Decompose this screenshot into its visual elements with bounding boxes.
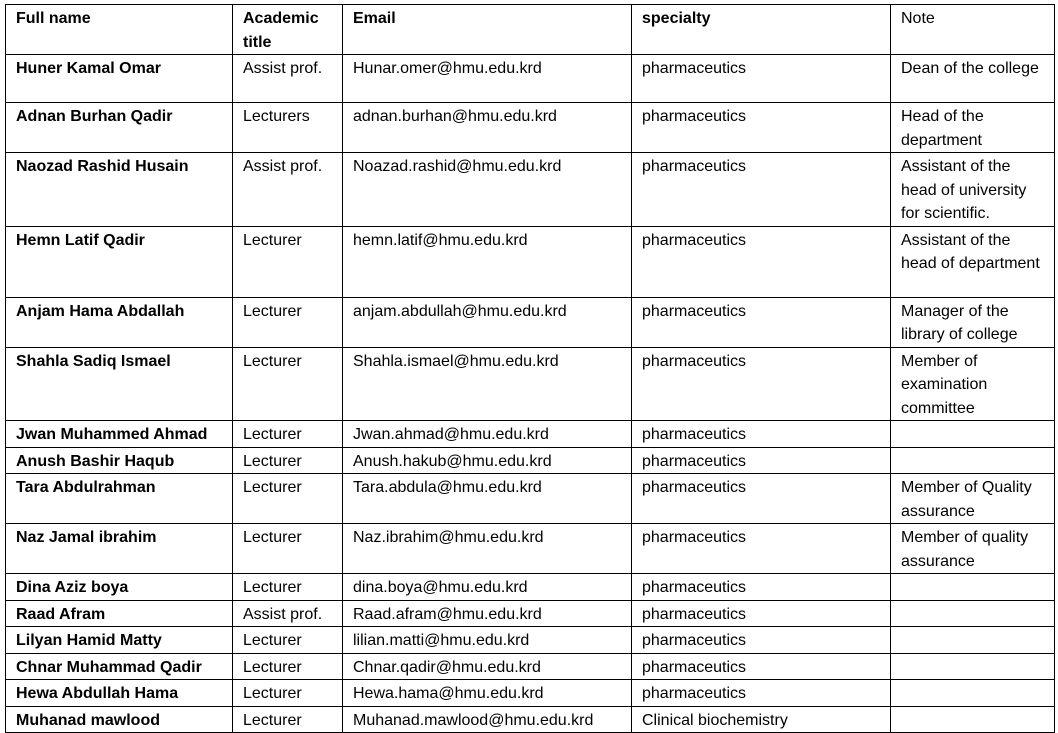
academic-title-cell: Assist prof.	[233, 153, 343, 227]
note-cell: Dean of the college	[891, 55, 1055, 103]
full-name-cell: Huner Kamal Omar	[6, 55, 233, 103]
full-name-cell: Lilyan Hamid Matty	[6, 627, 233, 654]
note-cell	[891, 627, 1055, 654]
specialty-cell: pharmaceutics	[632, 297, 891, 347]
specialty-cell: pharmaceutics	[632, 474, 891, 524]
note-cell	[891, 706, 1055, 733]
header-full-name: Full name	[6, 5, 233, 55]
table-row	[6, 297, 1055, 347]
table-row	[6, 226, 1055, 297]
table-row	[6, 574, 1055, 601]
academic-title-cell: Lecturer	[233, 447, 343, 474]
specialty-cell: pharmaceutics	[632, 524, 891, 574]
specialty-cell: pharmaceutics	[632, 153, 891, 227]
specialty-cell: Clinical biochemistry	[632, 706, 891, 733]
note-cell	[891, 680, 1055, 707]
specialty-cell: pharmaceutics	[632, 55, 891, 103]
header-note: Note	[891, 5, 1055, 55]
email-cell: Anush.hakub@hmu.edu.krd	[343, 447, 632, 474]
note-cell	[891, 421, 1055, 448]
full-name-cell: Anjam Hama Abdallah	[6, 297, 233, 347]
table-row	[6, 474, 1055, 524]
table-row	[6, 447, 1055, 474]
email-cell: Hewa.hama@hmu.edu.krd	[343, 680, 632, 707]
note-cell: Member of Quality assurance	[891, 474, 1055, 524]
academic-title-cell: Lecturer	[233, 680, 343, 707]
header-email: Email	[343, 5, 632, 55]
full-name-cell: Naozad Rashid Husain	[6, 153, 233, 227]
table-row	[6, 103, 1055, 153]
specialty-cell: pharmaceutics	[632, 347, 891, 421]
note-cell: Manager of the library of college	[891, 297, 1055, 347]
note-cell	[891, 574, 1055, 601]
academic-title-cell: Lecturer	[233, 574, 343, 601]
full-name-cell: Tara Abdulrahman	[6, 474, 233, 524]
email-cell: Noazad.rashid@hmu.edu.krd	[343, 153, 632, 227]
full-name-cell: Anush Bashir Haqub	[6, 447, 233, 474]
note-cell: Assistant of the head of department	[891, 226, 1055, 297]
specialty-cell: pharmaceutics	[632, 103, 891, 153]
full-name-cell: Naz Jamal ibrahim	[6, 524, 233, 574]
table-row	[6, 524, 1055, 574]
academic-title-cell: Lecturer	[233, 347, 343, 421]
specialty-cell: pharmaceutics	[632, 226, 891, 297]
email-cell: Raad.afram@hmu.edu.krd	[343, 600, 632, 627]
table-row	[6, 627, 1055, 654]
email-cell: dina.boya@hmu.edu.krd	[343, 574, 632, 601]
academic-title-cell: Assist prof.	[233, 600, 343, 627]
email-cell: Muhanad.mawlood@hmu.edu.krd	[343, 706, 632, 733]
note-cell: Member of examination committee	[891, 347, 1055, 421]
academic-title-cell: Lecturer	[233, 653, 343, 680]
specialty-cell: pharmaceutics	[632, 680, 891, 707]
academic-title-cell: Lecturer	[233, 474, 343, 524]
table-row	[6, 347, 1055, 421]
table-row	[6, 653, 1055, 680]
staff-table	[5, 4, 1055, 733]
academic-title-cell: Lecturer	[233, 226, 343, 297]
specialty-cell: pharmaceutics	[632, 421, 891, 448]
academic-title-cell: Lecturer	[233, 421, 343, 448]
table-row	[6, 153, 1055, 227]
email-cell: hemn.latif@hmu.edu.krd	[343, 226, 632, 297]
full-name-cell: Chnar Muhammad Qadir	[6, 653, 233, 680]
email-cell: Shahla.ismael@hmu.edu.krd	[343, 347, 632, 421]
academic-title-cell: Lecturer	[233, 297, 343, 347]
table-row	[6, 600, 1055, 627]
table-body	[6, 55, 1055, 733]
specialty-cell: pharmaceutics	[632, 600, 891, 627]
academic-title-cell: Assist prof.	[233, 55, 343, 103]
note-cell	[891, 600, 1055, 627]
specialty-cell: pharmaceutics	[632, 627, 891, 654]
specialty-cell: pharmaceutics	[632, 653, 891, 680]
full-name-cell: Raad Afram	[6, 600, 233, 627]
header-specialty: specialty	[632, 5, 891, 55]
email-cell: Tara.abdula@hmu.edu.krd	[343, 474, 632, 524]
table-row	[6, 421, 1055, 448]
specialty-cell: pharmaceutics	[632, 574, 891, 601]
academic-title-cell: Lecturer	[233, 524, 343, 574]
note-cell	[891, 447, 1055, 474]
full-name-cell: Hemn Latif Qadir	[6, 226, 233, 297]
header-academic-title: Academic title	[233, 5, 343, 55]
email-cell: lilian.matti@hmu.edu.krd	[343, 627, 632, 654]
full-name-cell: Jwan Muhammed Ahmad	[6, 421, 233, 448]
email-cell: Jwan.ahmad@hmu.edu.krd	[343, 421, 632, 448]
email-cell: Naz.ibrahim@hmu.edu.krd	[343, 524, 632, 574]
table-row	[6, 706, 1055, 733]
specialty-cell: pharmaceutics	[632, 447, 891, 474]
academic-title-cell: Lecturer	[233, 706, 343, 733]
academic-title-cell: Lecturer	[233, 627, 343, 654]
note-cell: Member of quality assurance	[891, 524, 1055, 574]
table-row	[6, 55, 1055, 103]
full-name-cell: Muhanad mawlood	[6, 706, 233, 733]
email-cell: Hunar.omer@hmu.edu.krd	[343, 55, 632, 103]
email-cell: anjam.abdullah@hmu.edu.krd	[343, 297, 632, 347]
table-row	[6, 680, 1055, 707]
email-cell: Chnar.qadir@hmu.edu.krd	[343, 653, 632, 680]
note-cell: Assistant of the head of university for scientific.	[891, 153, 1055, 227]
note-cell: Head of the department	[891, 103, 1055, 153]
full-name-cell: Dina Aziz boya	[6, 574, 233, 601]
full-name-cell: Shahla Sadiq Ismael	[6, 347, 233, 421]
note-cell	[891, 653, 1055, 680]
full-name-cell: Adnan Burhan Qadir	[6, 103, 233, 153]
full-name-cell: Hewa Abdullah Hama	[6, 680, 233, 707]
academic-title-cell: Lecturers	[233, 103, 343, 153]
email-cell: adnan.burhan@hmu.edu.krd	[343, 103, 632, 153]
header-row	[6, 5, 1055, 55]
